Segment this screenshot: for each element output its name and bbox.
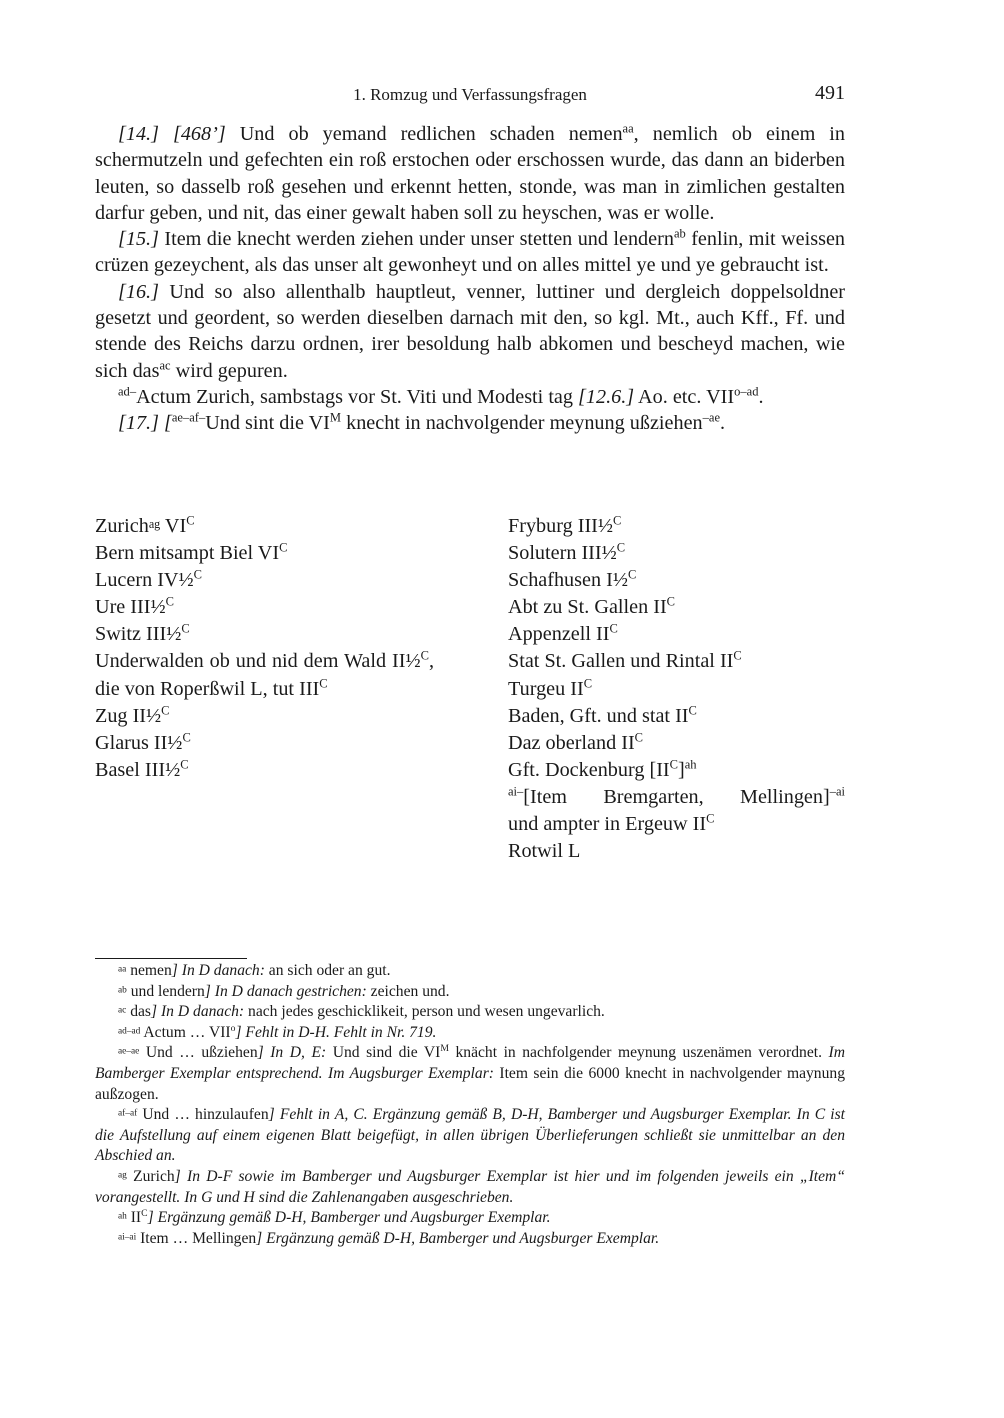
footnote [95, 1229, 845, 1250]
text-run: Und so also allenthalb hauptleut, venner, luttiner und dergleich doppelsoldner gesetzt und geordent, so werden dieselben darnach mit den, so kgl. Mt., auch Kff., Ff. und stende des Reichs darzu ordnen, irer besoldung halb abkomen und bescheyd machen, wie sich das [95, 280, 845, 382]
list-item [508, 676, 845, 703]
text-run: fenlin, mit weissen crüzen gezeychent, als das unser alt gewonheyt und on alles mittel ye und ye gebraucht ist. [95, 228, 845, 277]
superscript: C [666, 594, 676, 609]
text-run: Glarus II½ [95, 731, 183, 754]
footnote-marker: ad–ad [118, 1026, 141, 1037]
text-run: Und sint die VI [205, 412, 330, 435]
text-run: und ampter in Ergeuw II [508, 813, 707, 836]
list-item [508, 540, 845, 567]
list-item [95, 540, 434, 567]
text-run: Zug II½ [95, 704, 162, 727]
text-run: Abt zu St. Gallen II [508, 596, 667, 619]
section-ref: [16.] [118, 280, 159, 303]
list-item [95, 567, 434, 594]
text-run: Zurich [126, 1167, 175, 1185]
footnote-marker: aa [118, 964, 127, 975]
text-run: Ao. etc. VII [634, 385, 735, 408]
footnote-marker: ag [148, 516, 161, 531]
text-run: Und … ußziehen [139, 1044, 258, 1062]
superscript: C [609, 621, 618, 636]
list-item [95, 703, 434, 730]
footnote-marker: ac [159, 357, 171, 372]
text-run: II [126, 1209, 142, 1227]
text-run: ] [268, 1106, 275, 1124]
text-run: Und … hinzulaufen [137, 1106, 269, 1124]
superscript: C [669, 757, 678, 772]
section-ref: [14.] [468’] [118, 123, 226, 145]
text-run: Ergänzung gemäß D-H, Bamberger und Augsburger Exemplar. [262, 1229, 660, 1247]
footnote-separator [95, 958, 247, 959]
list-item [508, 567, 845, 594]
section-ref: [17.] [ [118, 412, 172, 435]
superscript: C [733, 648, 742, 663]
text-run: Basel III½ [95, 758, 181, 781]
footnote-marker: ab [118, 985, 127, 996]
footnote-marker: ad– [118, 384, 137, 399]
text-run: Item sein die 6000 knecht in nachvolgender maynung außzogen. [95, 1064, 845, 1103]
superscript: C [688, 702, 697, 717]
running-head-title: 1. Romzug und Verfassungsfragen [353, 85, 587, 104]
superscript: C [319, 675, 328, 690]
date-ref: [12.6.] [578, 385, 635, 408]
list-item [508, 621, 845, 648]
text-run: Item die knecht werden ziehen under unser stetten und lendern [158, 228, 674, 251]
list-item [95, 757, 434, 784]
contingent-list-left [95, 513, 434, 784]
paragraph-15 [95, 226, 845, 279]
footnote-marker: ag [118, 1170, 127, 1181]
text-run: Bern mitsampt Biel VI [95, 542, 280, 565]
footnote [95, 1043, 845, 1105]
footnote-marker: ac [118, 1005, 127, 1016]
footnote-marker: ai– [508, 784, 524, 799]
superscript: C [420, 648, 429, 663]
list-item [508, 784, 845, 811]
footnote [95, 1208, 845, 1229]
text-run: In D danach: [177, 962, 265, 979]
list-item [508, 757, 845, 784]
text-run: ] [171, 962, 178, 979]
footnote [95, 1105, 845, 1167]
superscript: C [634, 730, 644, 744]
list-item [508, 811, 845, 838]
text-run: an sich oder an gut. [264, 962, 391, 979]
text-run: Fehlt in D-H. Fehlt in Nr. 719. [241, 1023, 437, 1041]
text-run: ] [204, 982, 211, 1000]
text-run: Item … Mellingen [136, 1229, 257, 1247]
text-run: ] [678, 758, 685, 781]
footnote-marker: –ai [829, 784, 845, 799]
text-run: Lucern IV½ [95, 569, 194, 592]
superscript: C [616, 540, 626, 555]
superscript: C [182, 730, 191, 744]
footnote-marker: ae–af– [171, 410, 206, 425]
list-item [95, 648, 434, 702]
footnote-marker: ab [673, 226, 686, 241]
superscript: C [141, 1208, 148, 1220]
text-run: ] [147, 1209, 154, 1227]
superscript: C [627, 567, 637, 582]
footnote [95, 961, 845, 982]
actum-line [95, 384, 845, 410]
text-run: Fryburg III½ [508, 515, 614, 537]
text-run: knächt in nachfolgender meynung uszenämen verordnet. [448, 1044, 822, 1062]
footnotes [95, 961, 845, 1249]
footnote-marker: ae–ae [118, 1047, 140, 1058]
text-run: wird gepuren. [170, 359, 288, 382]
text-run: ] [151, 1003, 158, 1021]
text-run: Fehlt in A, C. Ergänzung gemäß B, D-H, Bamberger und Augsburger Exemplar. In C ist die Aufstellung auf einem eigenen Blatt beigefügt, in allen übrigen Überlieferungen schließt sie unmittelbar an den Abschied an. [95, 1106, 845, 1165]
text-run: Underwalden ob und nid dem Wald II½ [95, 650, 421, 673]
text-run: In D-F sowie im Bamberger und Augsburger Exemplar ist hier und im folgenden jeweils ein „Item“ vorangestellt. In G und H sind die Zahlenangaben ausgeschrieben. [95, 1167, 845, 1206]
text-run: Daz oberland II [508, 731, 635, 754]
paragraph-14 [95, 121, 845, 226]
text-run: , nemlich ob einem in schermutzeln und gefechten ein roß erstochen oder erschossen wurde, das dann an biderben leuten, so dasselb roß gesehen und erkennt hetten, stonde, was man in zimlichen gestalten darfur geben, und nit, das einer gewalt haben soll zu heyschen, was er wolle. [95, 123, 846, 224]
text-run: Gft. Dockenburg [II [508, 758, 670, 781]
superscript: C [180, 757, 189, 772]
text-run: In D danach gestrichen: [210, 982, 367, 1000]
footnote [95, 1167, 845, 1208]
text-run: Zurich [95, 515, 149, 537]
text-run: nach jedes geschicklikeit, person und wesen ungevarlich. [244, 1003, 605, 1021]
text-run: nemen [126, 962, 172, 979]
paragraph-16 [95, 279, 845, 384]
superscript: o [230, 1022, 236, 1034]
text-run: ] [256, 1229, 263, 1247]
section-ref: [15.] [118, 228, 159, 251]
superscript: C [181, 621, 190, 636]
text-run: das [126, 1003, 151, 1021]
text-run: , die von Roperßwil L, tut III [95, 650, 434, 700]
text-run: Baden, Gft. und stat II [508, 704, 689, 727]
list-item [95, 594, 434, 621]
text-run: . [720, 412, 726, 435]
superscript: o [734, 384, 741, 399]
footnote-marker: ai–ai [118, 1232, 137, 1243]
text-run: Actum … VII [140, 1023, 231, 1041]
superscript: C [706, 811, 715, 826]
superscript: M [440, 1043, 449, 1055]
text-run: knecht in nachvolgender meynung ußziehen [341, 412, 703, 435]
text-run: Solutern III½ [508, 542, 617, 565]
superscript: C [165, 594, 174, 609]
list-item [508, 838, 845, 865]
text-run: Schafhusen I½ [508, 569, 628, 592]
text-run: Switz III½ [95, 623, 182, 646]
text-run: Und sind die VI [326, 1044, 441, 1062]
footnote-marker: –ae [702, 410, 720, 425]
superscript: C [186, 513, 195, 528]
page-number: 491 [815, 82, 845, 104]
footnote-marker: –ad [740, 384, 759, 399]
footnote-marker: ah [684, 757, 697, 772]
text-run: ] [235, 1023, 242, 1041]
text-run: und lendern [126, 982, 205, 1000]
main-text [95, 121, 845, 437]
footnote-marker: af–af [118, 1108, 138, 1119]
running-head [95, 82, 845, 108]
text-run: Ergänzung gemäß D-H, Bamberger und Augsburger Exemplar. [153, 1209, 551, 1227]
footnote [95, 982, 845, 1003]
list-item [508, 594, 845, 621]
text-run: Im Bamberger Exemplar entsprechend. Im Augsburger Exemplar: [95, 1044, 845, 1082]
text-run: ] [174, 1167, 181, 1185]
text-run: zeichen und. [366, 982, 450, 1000]
footnote [95, 1002, 845, 1023]
footnote-marker: ah [118, 1211, 127, 1222]
footnote [95, 1023, 845, 1044]
list-item [508, 730, 845, 757]
list-item [95, 513, 434, 540]
superscript: C [193, 567, 203, 582]
list-item [95, 730, 434, 757]
text-run: Und ob yemand redlichen schaden nemen [225, 123, 623, 145]
list-item [508, 703, 845, 730]
text-run: . [758, 385, 764, 408]
superscript: C [161, 702, 170, 717]
superscript: C [279, 540, 288, 555]
list-item [508, 648, 845, 675]
text-run: Stat St. Gallen und Rintal II [508, 650, 734, 673]
text-run: ] [257, 1044, 264, 1062]
superscript: M [329, 410, 342, 425]
text-run: In D danach: [157, 1003, 245, 1021]
list-item [95, 621, 434, 648]
superscript: C [613, 513, 622, 528]
text-run: [Item Bremgarten, Mellingen] [523, 785, 830, 808]
text-run: VI [160, 515, 187, 537]
text-run: Actum Zurich, sambstags vor St. Viti und Modesti tag [136, 385, 579, 408]
contingent-list-right [508, 513, 845, 865]
text-run: Ure III½ [95, 596, 166, 619]
footnote-marker: aa [622, 121, 634, 136]
paragraph-17 [95, 410, 845, 436]
text-run: Rotwil L [508, 840, 581, 863]
text-run: Turgeu II [508, 677, 584, 700]
text-run: Appenzell II [508, 623, 610, 646]
list-item [508, 513, 845, 540]
text-run: In D, E: [263, 1044, 327, 1062]
superscript: C [583, 675, 593, 690]
